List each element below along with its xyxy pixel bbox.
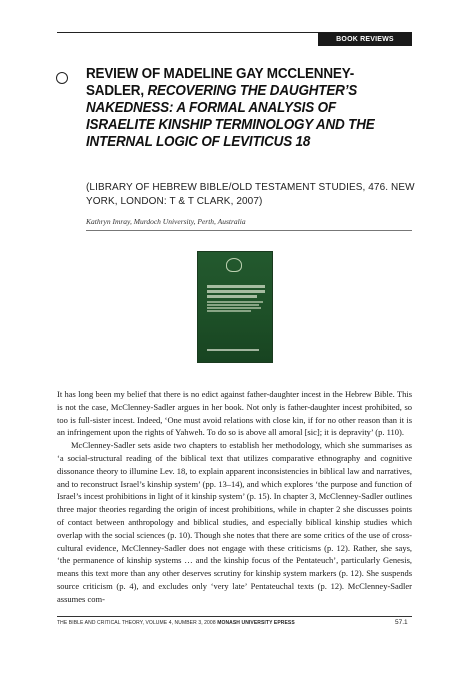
publisher-logo-icon bbox=[226, 258, 242, 272]
journal-citation: THE BIBLE AND CRITICAL THEORY, VOLUME 4, NUMBER 3, 2008 bbox=[57, 620, 218, 626]
author-affiliation: , Murdoch University, Perth, Australia bbox=[129, 217, 246, 226]
byline-rule bbox=[86, 230, 412, 231]
body-paragraph-1: It has long been my belief that there is no edict against father-daughter incest in the Hebrew Bible. This is not the case, McClenney-Sadler argues in her book. Not only is father-daughter incest prohibited, so too is full-sister incest. Indeed, ‘One must avoid relations with close kin, if for no other reason than it is an infringement upon the rights of Yahweh. To do so is above all amoral [sic]; it is depravity’ (p. 110). bbox=[57, 389, 412, 438]
title-plain: REVIEW OF MADELINE GAY MCCLENNEY-SADLER, bbox=[86, 66, 355, 99]
byline bbox=[86, 217, 386, 226]
footer-citation bbox=[57, 620, 295, 626]
author-name: Kathryn Imray bbox=[86, 217, 130, 226]
publisher-name: MONASH UNIVERSITY EPRESS bbox=[217, 620, 295, 626]
body-paragraph-2: McClenney-Sadler sets aside two chapters to establish her methodology, which she summarises as ‘a social-structural reading of the biblical text that utilizes comparative ethnography and cognitive dissonance theory to illumine Lev. 18, to explain apparent inconsistencies in biblical law and narratives, and to reconstruct Israel’s kinship system’ (pp. 13–14), and which explores ‘the purpose and function of Israel’s incest prohibitions in light of it kinship system’ (p. 15). In chapter 3, McClenney-Sadler outlines three major theories regarding the origin of incest prohibitions, while in chapter 2 she discusses points of contact between anthropology and biblical studies, and especially biblical kinship studies which overlap with the social sciences (p. 10). Though she notes that there are some critics of the use of cross-cultural evidence, McClenney-Sadler does not engage with these criticisms (p. 12). Rather, she says, ‘the permanence of kinship systems … and the kinship focus of the Pentateuch’, particularly Genesis, means this text more than any other deserves scrutiny for kinship system markers (p. 12). She suspends source criticism (p. 4), and excludes only ‘very late’ Pentateuchal texts (p. 12). McClenney-Sadler assumes com- bbox=[57, 440, 412, 604]
book-cover-image bbox=[198, 252, 272, 362]
footer-rule bbox=[57, 616, 412, 617]
title-italic: RECOVERING THE DAUGHTER’S NAKEDNESS: A FORMAL ANALYSIS OF ISRAELITE KINSHIP TERMINOLOGY AND THE INTERNAL LOGIC OF LEVITICUS 18 bbox=[86, 83, 375, 150]
page-number: 57.1 bbox=[395, 619, 408, 626]
article-body bbox=[57, 388, 412, 606]
article-subtitle: (LIBRARY OF HEBREW BIBLE/OLD TESTAMENT STUDIES, 476. NEW YORK, LONDON: T & T CLARK, 2007) bbox=[86, 182, 415, 207]
article-title bbox=[86, 66, 393, 151]
circle-bullet-icon bbox=[56, 72, 68, 84]
section-label: BOOK REVIEWS bbox=[318, 32, 412, 46]
